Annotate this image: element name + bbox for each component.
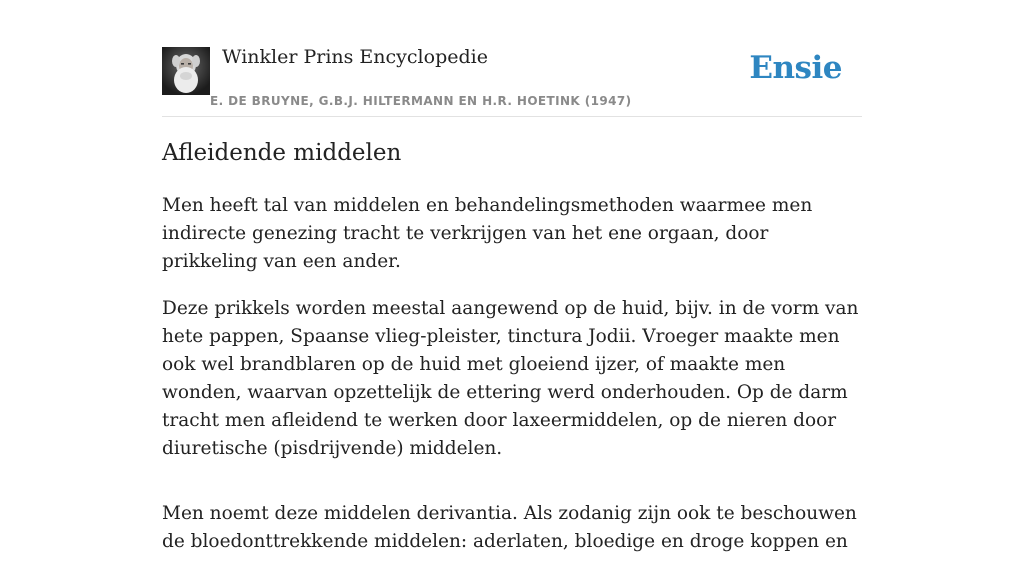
author-portrait-icon[interactable] <box>162 47 210 95</box>
article-paragraph: Men heeft tal van middelen en behandelingsmethoden waarmee men indirecte genezing tracht te verkrijgen van het ene orgaan, door prikkeling van een ander. <box>162 195 813 272</box>
publication-authors: E. DE BRUYNE, G.B.J. HILTERMANN EN H.R. HOETINK (1947) <box>210 94 632 108</box>
article-paragraph: Deze prikkels worden meestal aangewend op de huid, bijv. in de vorm van hete pappen, Spaanse vlieg-pleister, tinctura Jodii. Vroeger maakte men ook wel brandblaren op de huid met gloeiend ijzer, of maakte men wonden, waarvan opzettelijk de ettering werd onderhouden. Op de darm tracht men afleidend te werken door laxeermiddelen, op de nieren door diuretische (pisdrijvende) middelen. <box>162 298 859 459</box>
publication-title[interactable]: Winkler Prins Encyclopedie <box>222 46 488 68</box>
portrait-image <box>162 47 210 95</box>
article-title: Afleidende middelen <box>162 140 402 166</box>
brand-logo[interactable]: Ensie <box>749 50 842 86</box>
article-paragraph: Men noemt deze middelen derivantia. Als zodanig zijn ook te beschouwen de bloedonttrekkende middelen: aderlaten, bloedige en droge koppen en <box>162 503 857 552</box>
page-container <box>162 0 862 552</box>
header <box>162 0 862 117</box>
article-body <box>162 192 862 575</box>
